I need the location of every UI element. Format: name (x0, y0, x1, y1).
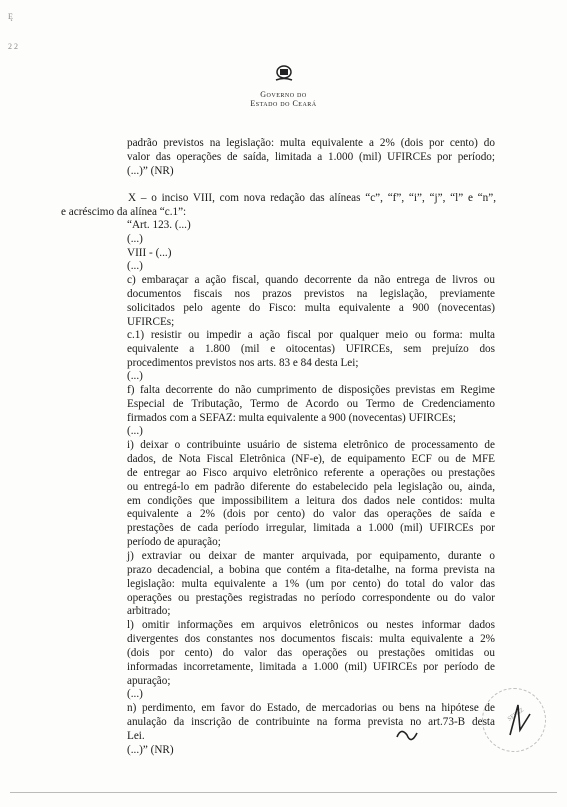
text-line: (...) (127, 425, 143, 437)
text-line: legislação: multa equivalente a 1% (um por cento) do total do valor das (127, 578, 495, 590)
text-line: i) deixar o contribuinte usuário de sistema eletrônico de processamento de (127, 439, 495, 451)
text-line: (...) (127, 233, 143, 245)
stamp-text: SEFAZ (506, 707, 526, 723)
text-line: prazo decadencial, a bobina que contém a fita-detalhe, na forma prevista na (127, 564, 495, 576)
text-line: UFIRCEs; (127, 316, 175, 328)
corner-mark: Ę (8, 12, 13, 21)
text-line: (...)” (NR) (127, 744, 174, 756)
text-line: n) perdimento, em favor do Estado, de mercadorias ou bens na hipótese de (127, 702, 495, 714)
text-line: documentos fiscais nos prazos previstos na legislação, previamente (127, 288, 495, 300)
text-line: (...) (127, 688, 143, 700)
text-line: informadas incorretamente, limitada a 1.000 (mil) UFIRCEs por período de (127, 661, 495, 673)
signature-mark (500, 700, 540, 740)
letterhead (0, 65, 567, 108)
text-line: Especial de Tributação, Termo de Acordo ou Termo de Credenciamento (127, 398, 495, 410)
text-line: ou entregá-lo em padrão diferente do estabelecido pela legislação ou, ainda, (127, 481, 495, 493)
text-line: e acréscimo da alínea “c.1”: (61, 206, 187, 218)
text-line: divergentes dos constantes nos documentos fiscais: multa equivalente a 2% (127, 633, 495, 645)
text-line: de entregar ao Fisco arquivo eletrônico referente a operações ou prestações (127, 467, 495, 479)
text-line: Lei. (127, 730, 145, 742)
text-line: solicitados pelo agente do Fisco: multa equivalente a 900 (novecentas) (127, 302, 495, 314)
text-line: (dois por cento) do valor das operações ou prestações omitidas ou (127, 647, 495, 659)
text-line: período de apuração; (127, 536, 221, 548)
text-line: c.1) resistir ou impedir a ação fiscal por qualquer meio ou forma: multa (127, 329, 495, 341)
text-line: operações ou prestações registradas no período correspondente ou do valor (127, 592, 495, 604)
text-line: anulação da inscrição de contribuinte na forma prevista no art.73-B desta (127, 716, 495, 728)
text-line: arbitrado; (127, 605, 171, 617)
text-line: VIII - (...) (127, 247, 172, 259)
text-line: valor das operações de saída, limitada a 1.000 (mil) UFIRCEs por período; (127, 151, 495, 163)
text-line: equivalente a 1.800 (mil e oitocentas) UFIRCEs, sem prejuízo dos (127, 343, 495, 355)
text-line: l) omitir informações em arquivos eletrônicos ou nestes informar dados (127, 619, 495, 631)
text-line: c) embaraçar a ação fiscal, quando decorrente da não entrega de livros ou (127, 274, 495, 286)
text-line: X – o inciso VIII, com nova redação das alíneas “c”, “f”, “i”, “j”, “l” e “n”, (128, 192, 496, 204)
text-line: padrão previstos na legislação: multa equivalente a 2% (dois por cento) do (127, 137, 495, 149)
text-line: procedimentos previstos nos arts. 83 e 84 desta Lei; (127, 357, 359, 369)
text-line: (...) (127, 370, 143, 382)
text-line: dados, de Nota Fiscal Eletrônica (NF-e), de equipamento ECF ou de MFE (127, 453, 495, 465)
handwritten-initials (393, 725, 423, 750)
corner-mark: 2 2 (8, 42, 18, 51)
state-crest-icon (274, 65, 294, 83)
text-line: prestações de cada período irregular, limitada a 1.000 (mil) UFIRCEs por (127, 522, 495, 534)
text-line: “Art. 123. (...) (127, 219, 191, 231)
header-government: Governo do (260, 90, 307, 99)
text-line: f) falta decorrente do não cumprimento de disposições previstas em Regime (127, 384, 495, 396)
text-line: (...)” (NR) (127, 165, 174, 177)
text-line: equivalente a 2% (dois por cento) do valor das operações de saída e (127, 508, 495, 520)
text-line: apuração; (127, 675, 171, 687)
text-line: firmados com a SEFAZ: multa equivalente a 900 (novecentas) UFIRCEs; (127, 412, 456, 424)
text-line: j) extraviar ou deixar de manter arquivada, por equipamento, durante o (127, 550, 495, 562)
header-state: Estado do Ceará (250, 99, 317, 108)
text-line: em condições que impossibilitem a leitura dos dados nele contidos: multa (127, 495, 495, 507)
bottom-rule (10, 792, 557, 793)
text-line: (...) (127, 260, 143, 272)
